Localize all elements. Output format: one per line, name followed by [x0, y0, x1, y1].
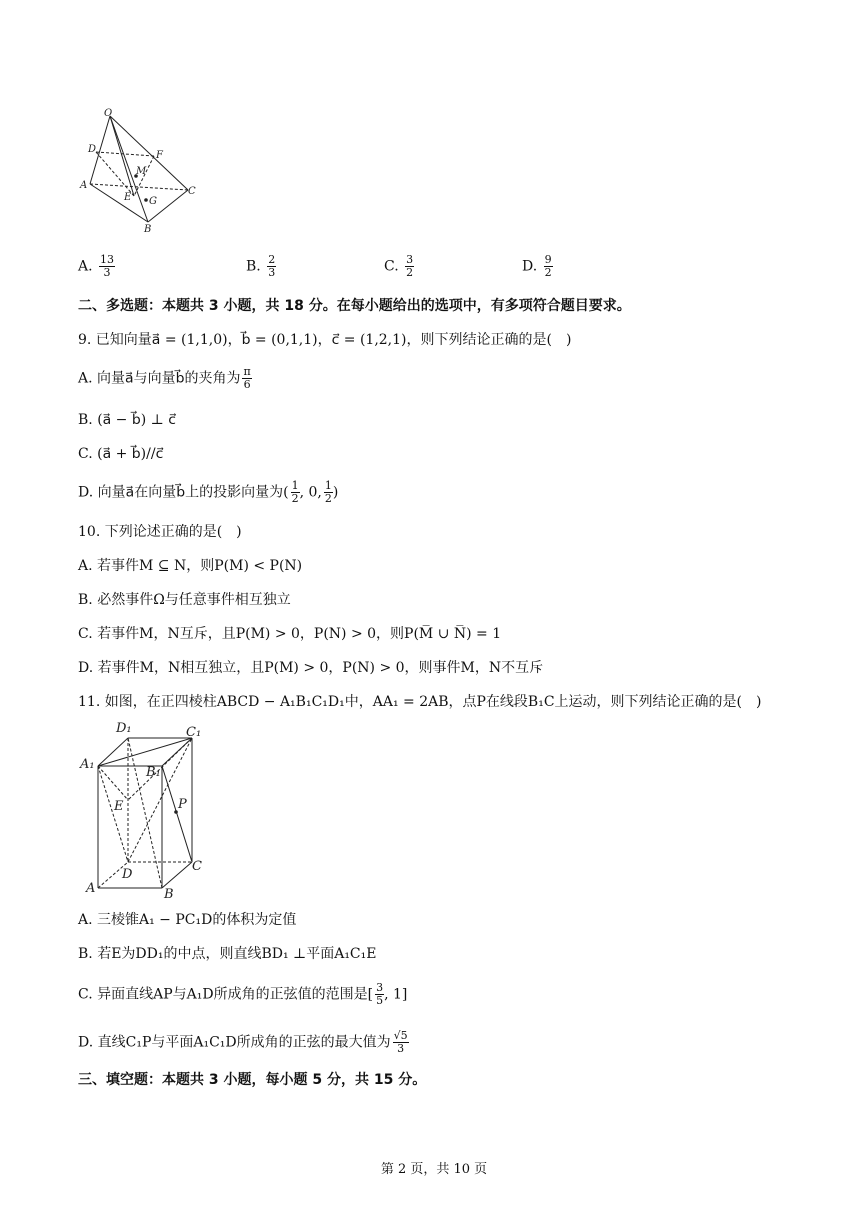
q11-option-c: C. 异面直线AP与A₁D所成角的正弦值的范围是[ $\frac{3}{5}$ , 1]	[78, 981, 408, 1007]
fig1-label-C: C	[188, 186, 196, 197]
fig1-label-D: D	[88, 144, 97, 155]
q9-option-d: D. 向量a⃗在向量b⃗上的投影向量为( $\frac{1}{2}$ , 0, $\frac{1}{2}$ )	[78, 479, 339, 505]
fig1-label-A: A	[80, 180, 88, 191]
fig2-label-A: A	[86, 881, 96, 896]
q11-option-b: B. 若E为DD₁的中点，则直线BD₁ ⊥平面A₁C₁E	[78, 946, 377, 962]
fig2-label-D: D	[122, 867, 133, 882]
fig1-label-O: O	[104, 108, 113, 119]
fig1-label-B: B	[144, 224, 152, 235]
fig2-label-C: C	[192, 859, 202, 874]
fig2-label-B: B	[164, 887, 174, 900]
fig2-label-A1: A₁	[80, 757, 95, 772]
section-3-heading: 三、填空题：本题共 3 小题，每小题 5 分，共 15 分。	[78, 1072, 427, 1088]
q9-option-b: B. (a⃗ − b⃗) ⊥ c⃗	[78, 412, 176, 428]
tetrahedron-figure	[76, 108, 206, 236]
q9-option-a: A. 向量a⃗与向量b⃗的夹角为 $\frac{\pi}{6}$	[78, 365, 251, 391]
fig1-label-M: M	[136, 166, 147, 177]
q9-option-c: C. (a⃗ + b⃗)//c⃗	[78, 446, 164, 462]
page-footer: 第 2 页，共 10 页	[380, 1162, 488, 1177]
q9-stem: 9. 已知向量a⃗ = (1,1,0)，b⃗ = (0,1,1)，c⃗ = (1,2,1)，则下列结论正确的是( )	[78, 332, 572, 348]
q11-option-a: A. 三棱锥A₁ − PC₁D的体积为定值	[78, 912, 297, 928]
q8-option-c: C. $\frac{3}{2}$	[384, 253, 414, 279]
q11-option-d: D. 直线C₁P与平面A₁C₁D所成角的正弦的最大值为 $\frac{√5}{3}$	[78, 1029, 408, 1055]
q11-stem: 11. 如图，在正四棱柱ABCD − A₁B₁C₁D₁中，AA₁ = 2AB，点P在线段B₁C上运动，则下列结论正确的是( )	[78, 694, 762, 710]
q10-option-d: D. 若事件M，N相互独立，且P(M) > 0，P(N) > 0，则事件M，N不互斥	[78, 660, 544, 676]
section-2-heading: 二、多选题：本题共 3 小题，共 18 分。在每小题给出的选项中，有多项符合题目要求。	[78, 298, 631, 314]
q10-option-a: A. 若事件M ⊆ N，则P(M) < P(N)	[78, 558, 303, 574]
fig2-label-E: E	[114, 799, 124, 814]
fig1-label-F: F	[156, 150, 163, 161]
fig2-label-P: P	[178, 797, 187, 812]
q8-option-d: D. $\frac{9}{2}$	[522, 253, 552, 279]
q10-option-b: B. 必然事件Ω与任意事件相互独立	[78, 592, 291, 608]
fig2-label-C1: C₁	[186, 725, 202, 740]
prism-figure	[78, 716, 218, 900]
q10-option-c: C. 若事件M，N互斥，且P(M) > 0，P(N) > 0，则P(M̅ ∪ N̅) = 1	[78, 626, 502, 642]
fig2-label-B1: B₁	[146, 765, 161, 780]
q8-option-a: A. $\frac{13}{3}$	[78, 253, 115, 279]
q10-stem: 10. 下列论述正确的是( )	[78, 524, 242, 540]
fig2-label-D1: D₁	[116, 721, 132, 736]
fig1-label-E: E	[124, 192, 132, 203]
fig1-label-G: G	[149, 196, 157, 207]
q8-option-b: B. $\frac{2}{3}$	[246, 253, 276, 279]
